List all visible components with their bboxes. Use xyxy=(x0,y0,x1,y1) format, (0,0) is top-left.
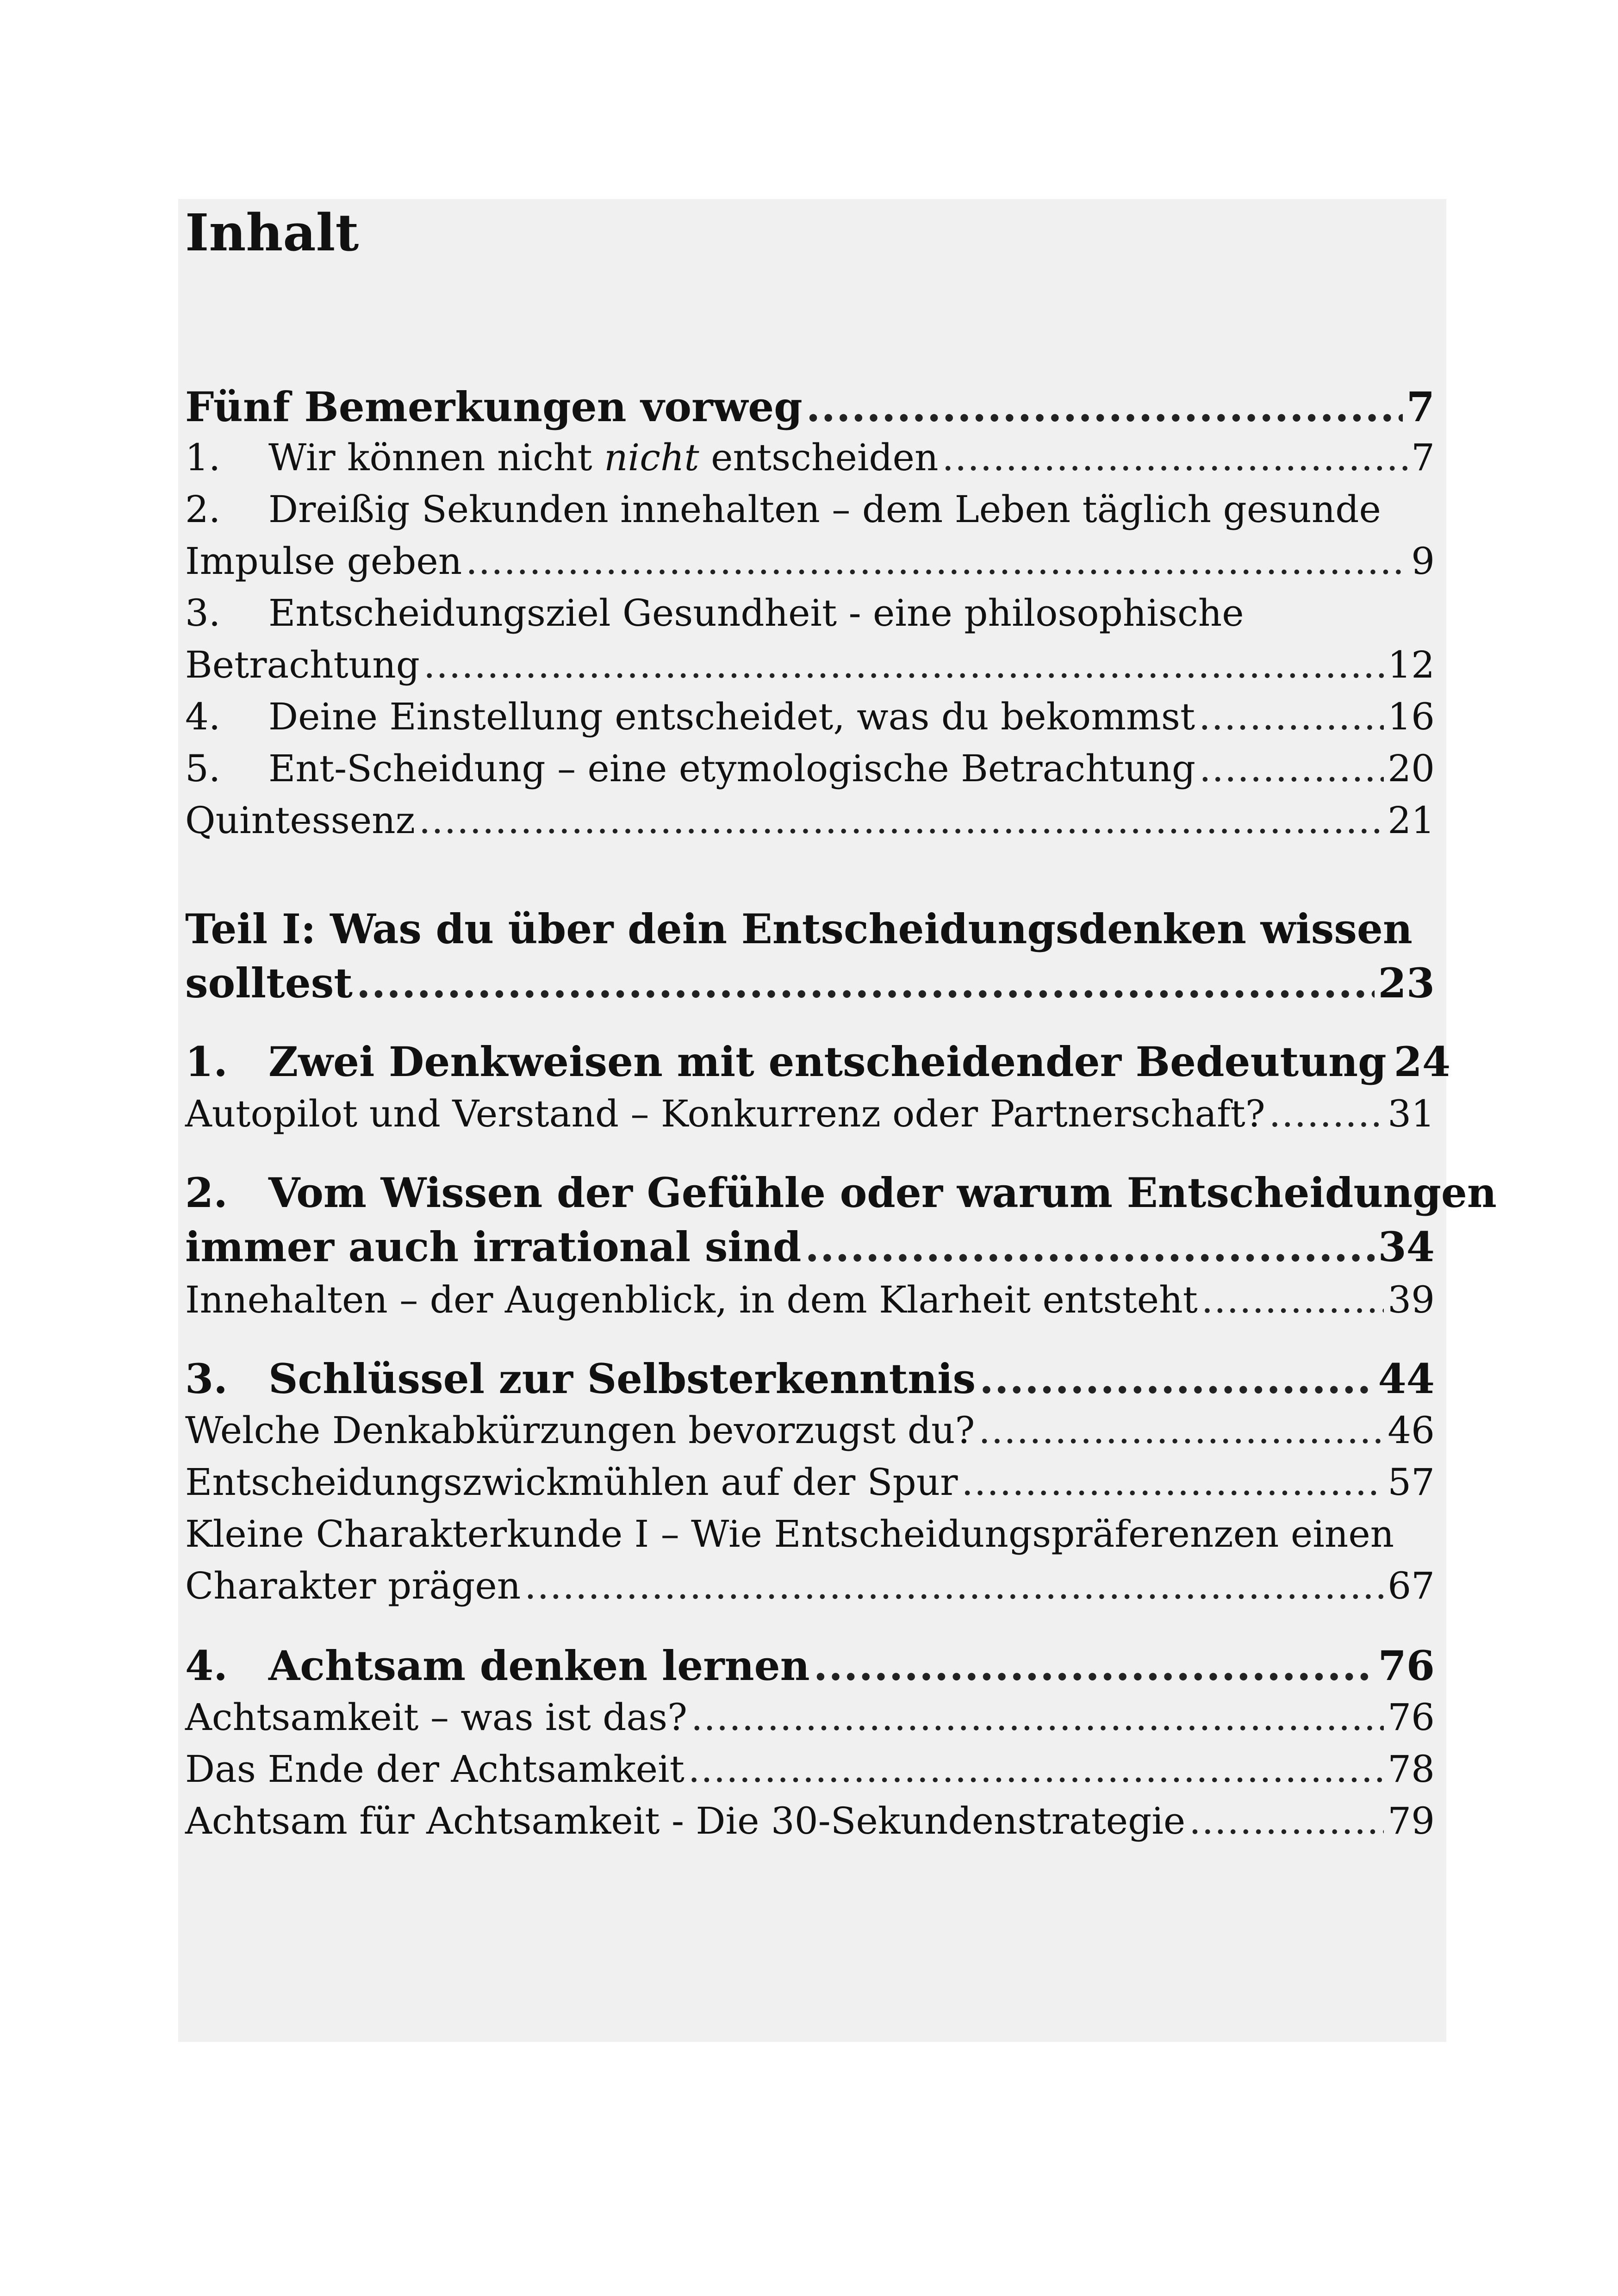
page-number: 20 xyxy=(1388,747,1435,790)
page-number: 23 xyxy=(1378,959,1435,1007)
dot-leader xyxy=(1269,1087,1384,1141)
toc-entry[interactable] xyxy=(185,1507,1435,1562)
page-number: 46 xyxy=(1388,1409,1435,1452)
dot-leader xyxy=(691,1690,1384,1745)
entry-text: Quintessenz xyxy=(185,799,415,842)
toc-entry[interactable] xyxy=(185,1403,1435,1458)
entry-text: Charakter prägen xyxy=(185,1564,521,1607)
toc-title: Inhalt xyxy=(185,203,359,262)
toc-heading-chapter-4[interactable] xyxy=(185,1638,1435,1693)
toc-entry[interactable] xyxy=(185,1794,1435,1848)
entry-text: Das Ende der Achtsamkeit xyxy=(185,1748,685,1791)
toc-heading-continuation[interactable] xyxy=(185,1220,1435,1274)
toc-entry-continuation[interactable] xyxy=(185,534,1435,589)
toc-heading-teil-1[interactable] xyxy=(185,902,1435,956)
entry-text: Ent-Scheidung – eine etymologische Betrachtung xyxy=(268,747,1196,790)
entry-text: Deine Einstellung entscheidet, was du bekommst xyxy=(268,695,1195,738)
toc-entry[interactable] xyxy=(185,586,1435,641)
entry-number: 1. xyxy=(185,1038,228,1086)
toc-heading-text: solltest xyxy=(185,959,353,1007)
dot-leader xyxy=(978,1403,1384,1458)
dot-leader xyxy=(806,380,1403,434)
entry-number: 4. xyxy=(185,1642,228,1690)
dot-leader xyxy=(356,956,1375,1010)
page-number: 76 xyxy=(1378,1642,1435,1690)
dot-leader xyxy=(423,638,1384,692)
toc-heading-chapter-2[interactable] xyxy=(185,1165,1497,1220)
page-number: 24 xyxy=(1394,1038,1451,1086)
table-of-contents xyxy=(178,199,1497,2042)
toc-heading-chapter-3[interactable] xyxy=(185,1351,1435,1406)
entry-text-italic: nicht xyxy=(604,436,699,479)
entry-text: Entscheidungsziel Gesundheit - eine philosophische xyxy=(268,591,1244,635)
toc-entry-continuation[interactable] xyxy=(185,638,1435,692)
entry-text: Kleine Charakterkunde I – Wie Entscheidungspräferenzen einen xyxy=(185,1512,1394,1556)
page-number: 57 xyxy=(1388,1461,1435,1504)
entry-text: Achtsamkeit – was ist das? xyxy=(185,1696,687,1739)
toc-heading-text: immer auch irrational sind xyxy=(185,1223,802,1271)
page-number: 7 xyxy=(1411,436,1435,479)
page-number: 7 xyxy=(1406,383,1435,431)
page-number: 12 xyxy=(1388,643,1435,686)
toc-entry[interactable] xyxy=(185,1087,1435,1141)
toc-entry[interactable] xyxy=(185,482,1435,537)
dot-leader xyxy=(979,1351,1374,1406)
toc-entry[interactable] xyxy=(185,690,1435,744)
entry-number: 5. xyxy=(185,747,221,790)
entry-text: Wir können nicht nicht entscheiden xyxy=(268,436,939,479)
dot-leader xyxy=(1199,741,1384,796)
toc-entry[interactable] xyxy=(185,1273,1435,1327)
entry-number: 1. xyxy=(185,436,221,479)
page-number: 39 xyxy=(1388,1278,1435,1321)
page-number: 34 xyxy=(1378,1223,1435,1271)
toc-heading-text: Schlüssel zur Selbsterkenntnis xyxy=(268,1355,976,1403)
dot-leader xyxy=(524,1559,1384,1613)
entry-number: 2. xyxy=(185,488,221,531)
toc-entry[interactable] xyxy=(185,1690,1435,1745)
dot-leader xyxy=(1201,1273,1384,1327)
page-number: 67 xyxy=(1388,1564,1435,1607)
dot-leader xyxy=(961,1455,1384,1510)
entry-number: 2. xyxy=(185,1169,228,1217)
toc-heading-chapter-1[interactable] xyxy=(185,1034,1451,1089)
toc-entry-continuation[interactable] xyxy=(185,1559,1435,1613)
entry-number: 4. xyxy=(185,695,221,738)
dot-leader xyxy=(805,1220,1374,1274)
dot-leader xyxy=(942,430,1408,485)
toc-entry[interactable] xyxy=(185,793,1435,848)
toc-heading-text: Achtsam denken lernen xyxy=(268,1642,810,1690)
dot-leader xyxy=(466,534,1407,589)
toc-heading-text: Teil I: Was du über dein Entscheidungsdenken wissen xyxy=(185,905,1413,953)
page-number: 44 xyxy=(1378,1355,1435,1403)
toc-heading-text: Fünf Bemerkungen vorweg xyxy=(185,383,803,431)
toc-entry[interactable] xyxy=(185,430,1435,485)
toc-heading-text: Zwei Denkweisen mit entscheidender Bedeutung xyxy=(268,1038,1387,1086)
toc-entry[interactable] xyxy=(185,741,1435,796)
page-number: 21 xyxy=(1388,799,1435,842)
toc-heading-text: Vom Wissen der Gefühle oder warum Entscheidungen xyxy=(268,1169,1497,1217)
entry-text: Achtsam für Achtsamkeit - Die 30-Sekundenstrategie xyxy=(185,1799,1186,1842)
dot-leader xyxy=(1189,1794,1384,1848)
dot-leader xyxy=(814,1638,1375,1693)
entry-text: Welche Denkabkürzungen bevorzugst du? xyxy=(185,1409,975,1452)
entry-text: Autopilot und Verstand – Konkurrenz oder Partnerschaft? xyxy=(185,1092,1265,1135)
page-number: 78 xyxy=(1388,1748,1435,1791)
entry-text: Betrachtung xyxy=(185,643,420,686)
entry-number: 3. xyxy=(185,591,221,635)
dot-leader xyxy=(688,1742,1384,1797)
dot-leader xyxy=(1199,690,1384,744)
toc-heading-fuenf-bemerkungen[interactable] xyxy=(185,380,1435,434)
page-number: 79 xyxy=(1388,1799,1435,1842)
page-number: 16 xyxy=(1388,695,1435,738)
entry-number: 3. xyxy=(185,1355,228,1403)
page-number: 9 xyxy=(1411,540,1435,583)
toc-entry[interactable] xyxy=(185,1455,1435,1510)
dot-leader xyxy=(419,793,1384,848)
toc-heading-continuation[interactable] xyxy=(185,956,1435,1010)
toc-entry[interactable] xyxy=(185,1742,1435,1797)
entry-text: Impulse geben xyxy=(185,540,462,583)
entry-text: Dreißig Sekunden innehalten – dem Leben täglich gesunde xyxy=(268,488,1381,531)
page-number: 76 xyxy=(1388,1696,1435,1739)
entry-text: Innehalten – der Augenblick, in dem Klarheit entsteht xyxy=(185,1278,1198,1321)
entry-text: Entscheidungszwickmühlen auf der Spur xyxy=(185,1461,958,1504)
page-number: 31 xyxy=(1388,1092,1435,1135)
